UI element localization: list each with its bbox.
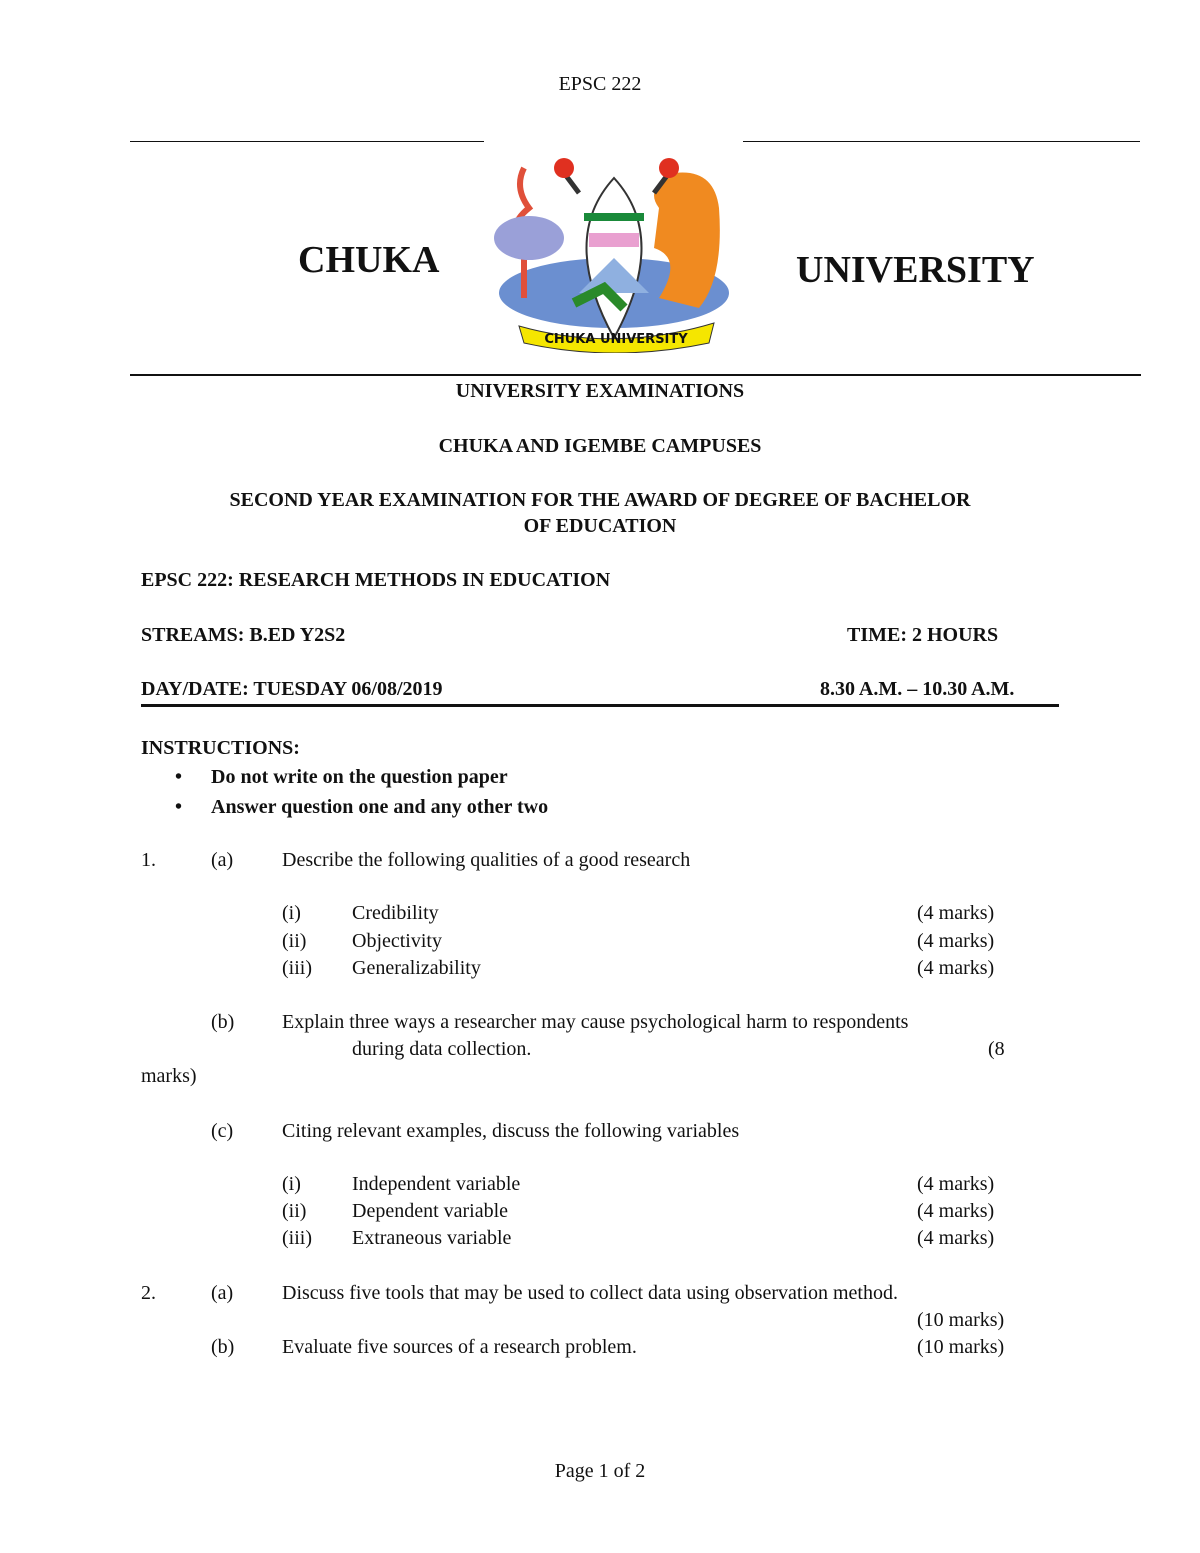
exam-time: TIME: 2 HOURS	[847, 624, 999, 646]
q1-number: 1.	[141, 849, 156, 871]
sub-number: (i)	[282, 1173, 301, 1195]
sub-number: (i)	[282, 902, 301, 924]
streams: STREAMS: B.ED Y2S2	[141, 624, 346, 646]
details-rule	[141, 704, 1059, 707]
q1c-label: (c)	[211, 1120, 234, 1142]
marks: marks)	[141, 1065, 197, 1087]
marks: (4 marks)	[917, 1200, 995, 1222]
exam-hours: 8.30 A.M. – 10.30 A.M.	[820, 678, 1015, 700]
sub-number: (iii)	[282, 957, 312, 979]
q1a-text: Describe the following qualities of a good research	[282, 849, 691, 871]
title-award-line1: SECOND YEAR EXAMINATION FOR THE AWARD OF DEGREE OF BACHELOR	[229, 489, 971, 511]
course-title: EPSC 222: RESEARCH METHODS IN EDUCATION	[141, 569, 611, 591]
marks: (4 marks)	[917, 902, 995, 924]
instruction-item: Answer question one and any other two	[211, 796, 549, 818]
q2a-text: Discuss five tools that may be used to collect data using observation method.	[282, 1282, 898, 1304]
exam-date: DAY/DATE: TUESDAY 06/08/2019	[141, 678, 443, 700]
marks: (8	[988, 1038, 1005, 1060]
sub-text: Extraneous variable	[352, 1227, 512, 1249]
header-rule-bottom	[130, 374, 1141, 376]
q1a-label: (a)	[211, 849, 234, 871]
q2b-label: (b)	[211, 1336, 235, 1358]
header-university: UNIVERSITY	[796, 249, 1035, 291]
university-crest-logo	[484, 148, 744, 353]
bullet-icon: •	[175, 796, 183, 818]
sub-number: (iii)	[282, 1227, 312, 1249]
sub-text: Generalizability	[352, 957, 481, 979]
marks: (10 marks)	[917, 1336, 1005, 1358]
marks: (4 marks)	[917, 930, 995, 952]
marks: (10 marks)	[917, 1309, 1005, 1331]
marks: (4 marks)	[917, 957, 995, 979]
page-number: Page 1 of 2	[554, 1460, 646, 1482]
q2-number: 2.	[141, 1282, 156, 1304]
marks: (4 marks)	[917, 1173, 995, 1195]
header-chuka: CHUKA	[298, 239, 440, 281]
q2a-label: (a)	[211, 1282, 234, 1304]
sub-text: Dependent variable	[352, 1200, 509, 1222]
instruction-item: Do not write on the question paper	[211, 766, 508, 788]
q2b-text: Evaluate five sources of a research problem.	[282, 1336, 637, 1358]
bullet-icon: •	[175, 766, 183, 788]
sub-number: (ii)	[282, 1200, 307, 1222]
title-campuses: CHUKA AND IGEMBE CAMPUSES	[438, 435, 762, 457]
header-rule-left	[130, 141, 484, 142]
header-rule-right	[743, 141, 1140, 142]
sub-text: Objectivity	[352, 930, 442, 952]
q1b-text: Explain three ways a researcher may cause psychological harm to respondents	[282, 1011, 909, 1033]
title-examinations: UNIVERSITY EXAMINATIONS	[455, 380, 745, 402]
q1b-text2: during data collection.	[352, 1038, 532, 1060]
sub-text: Credibility	[352, 902, 439, 924]
header-course-code: EPSC 222	[558, 73, 642, 95]
logo-text: CHUKA UNIVERSITY	[544, 332, 688, 347]
marks: (4 marks)	[917, 1227, 995, 1249]
q1b-label: (b)	[211, 1011, 235, 1033]
sub-number: (ii)	[282, 930, 307, 952]
instructions-heading: INSTRUCTIONS:	[141, 737, 300, 759]
q1c-text: Citing relevant examples, discuss the following variables	[282, 1120, 740, 1142]
sub-text: Independent variable	[352, 1173, 521, 1195]
title-award-line2: OF EDUCATION	[523, 515, 677, 537]
